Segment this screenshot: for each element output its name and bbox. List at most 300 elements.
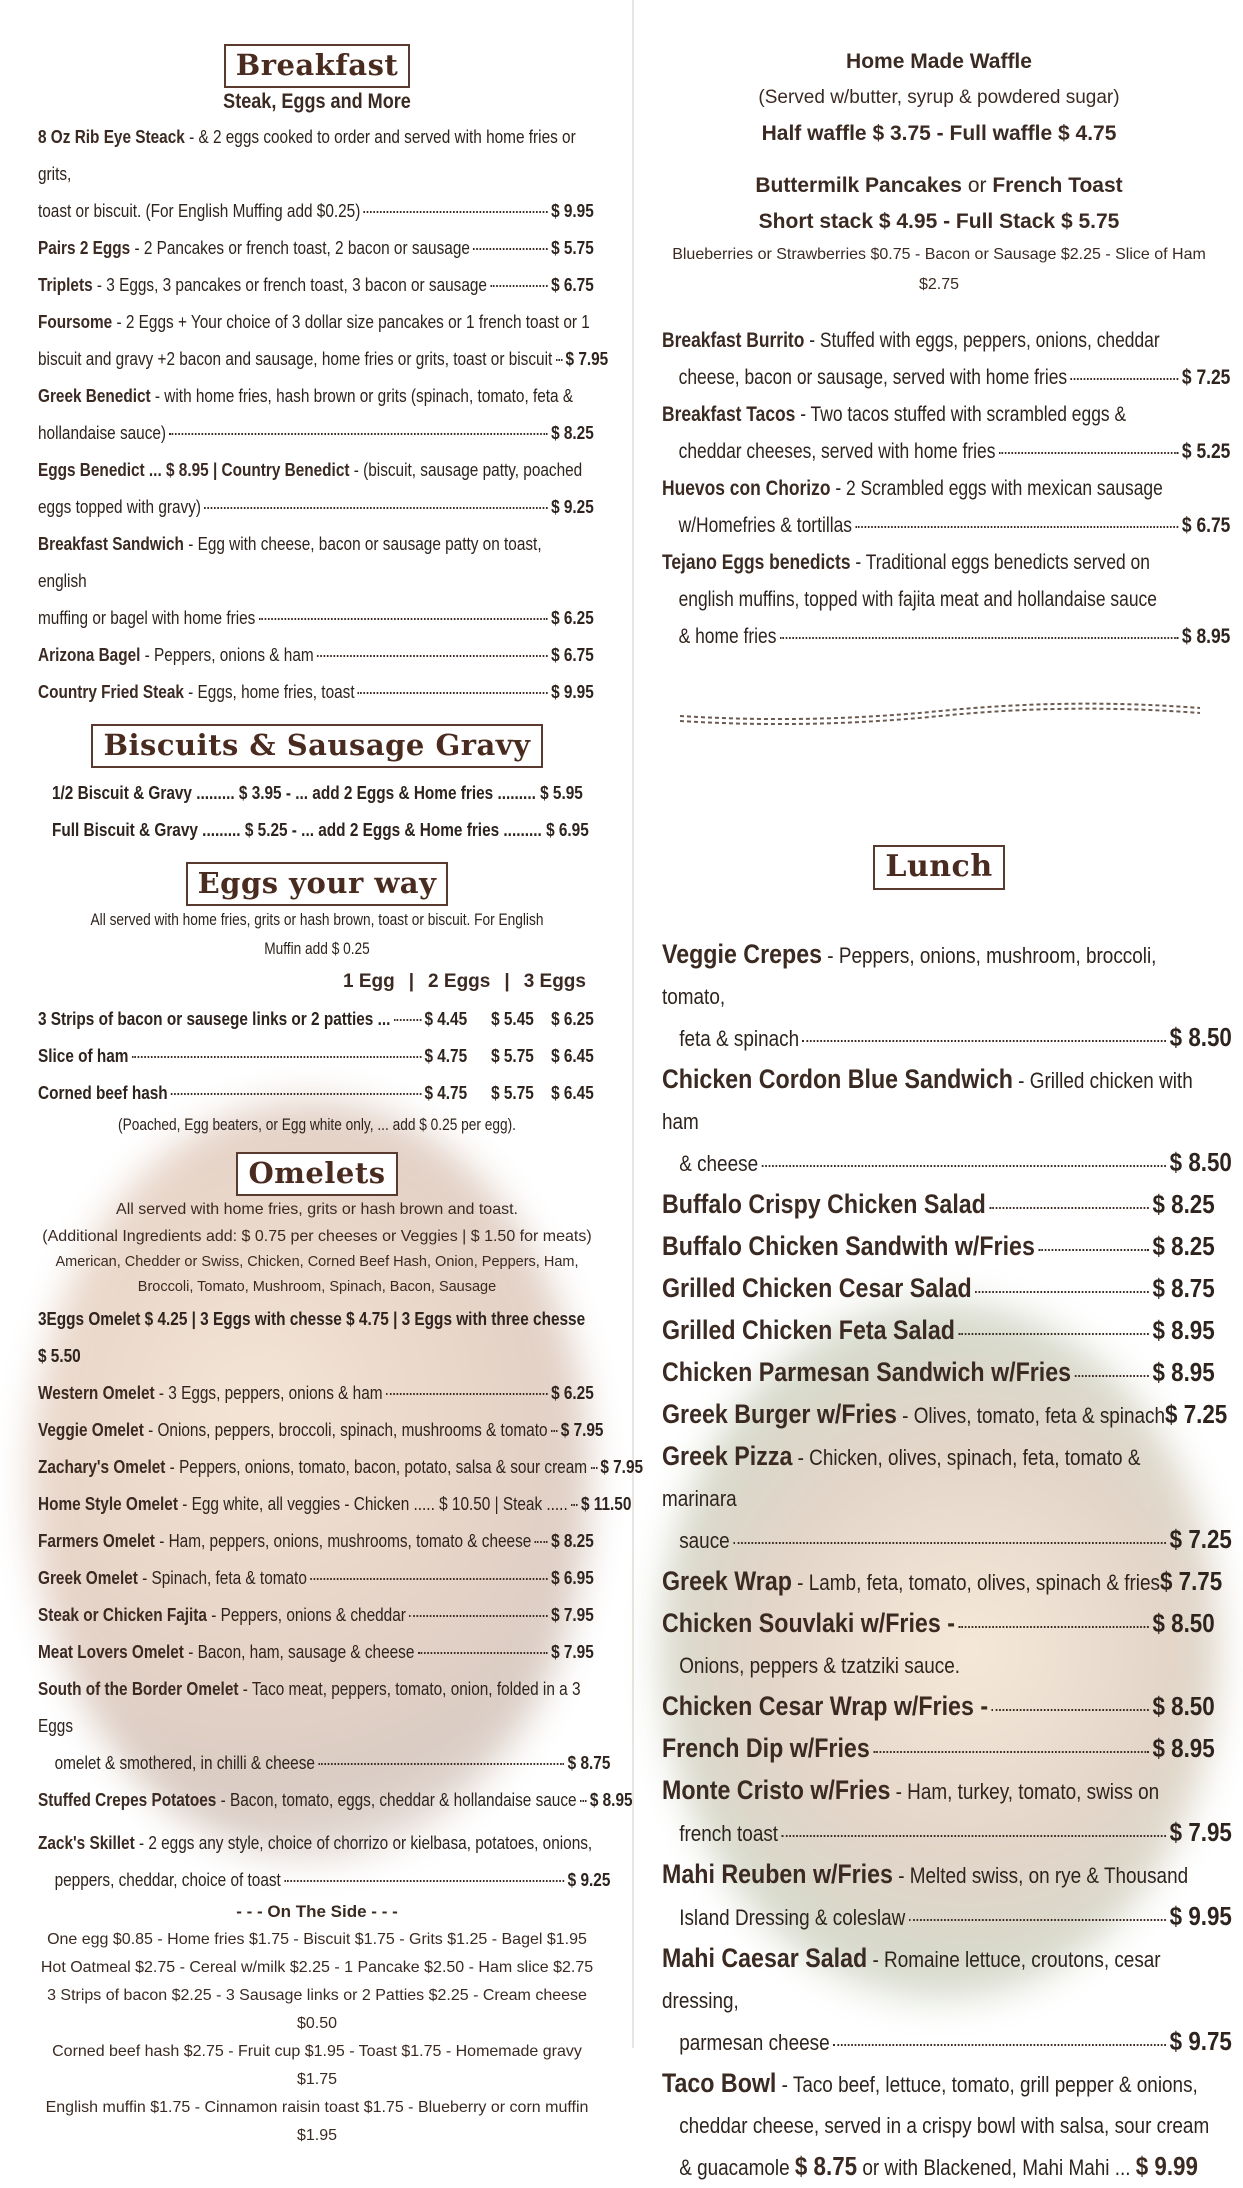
omelets-note2: (Additional Ingredients add: $ 0.75 per cheeses or Veggies | $ 1.50 for meats) (42, 1228, 592, 1245)
breakfast-right-3-line2: english muffins, topped with fajita meat and hollandaise sauce (678, 588, 1157, 611)
taco-bowl-line1 (662, 2063, 1215, 2105)
biscuit-row-1-a: Full Biscuit & Gravy ......... (52, 819, 245, 840)
right-column (662, 44, 1232, 2188)
omelet-item-2-name: Zachary's Omelet (38, 1456, 166, 1477)
breakfast-item-6-line2-price: $ 6.25 (551, 607, 594, 628)
omelet-item-3-text (38, 1485, 568, 1522)
breakfast-right-1-line2-price: $ 5.25 (1181, 440, 1231, 463)
lunch-item-15-line2-text: parmesan cheese (679, 2030, 830, 2055)
omelet-item-3 (38, 1485, 632, 1522)
omelet-item-8-line1 (38, 1670, 594, 1744)
lunch-item-2-leader (989, 1207, 1149, 1209)
omelet-item-8-name: South of the Border Omelet (38, 1678, 239, 1699)
biscuits-rows (38, 774, 596, 848)
pancakes-line (662, 168, 1216, 204)
breakfast-items (38, 118, 609, 710)
taco-bowl-line2: cheddar cheese, served in a crispy bowl with salsa, sour cream (679, 2113, 1210, 2138)
breakfast-item-5-line2-text: eggs topped with gravy) (38, 496, 202, 517)
lunch-item-2-price: $ 8.25 (1152, 1189, 1215, 1219)
lunch-item-14-line2 (662, 1896, 1232, 1938)
breakfast-right-0-line2 (662, 359, 1230, 396)
omelet-item-3-price: $ 11.50 (581, 1493, 632, 1514)
waffle-prices: Half waffle $ 3.75 - Full waffle $ 4.75 (761, 122, 1117, 145)
eggs-note: All served with home fries, grits or hash brown, toast or biscuit. For English Muffin add $ 0.25 (90, 911, 544, 958)
lunch-item-0-line2-text: feta & spinach (679, 1026, 800, 1051)
breakfast-right-0-desc: - Stuffed with eggs, peppers, onions, cheddar (804, 329, 1160, 352)
breakfast-item-4-line2-price: $ 8.25 (551, 422, 594, 443)
breakfast-item-1-desc: - 2 Pancakes or french toast, 2 bacon or sausage (130, 237, 470, 258)
omelet-item-4-price: $ 8.25 (551, 1530, 594, 1551)
eggs-row-1-p3: $ 6.45 (551, 1045, 594, 1066)
omelet-item-1-desc: - Onions, peppers, broccoli, spinach, mushrooms & tomato (143, 1419, 548, 1440)
side-line-1: Hot Oatmeal $2.75 - Cereal w/milk $2.25 - 1 Pancake $2.50 - Ham slice $2.75 (40, 1959, 594, 1976)
skillet-desc: - 2 eggs any style, choice of chorrizo or kielbasa, potatoes, onions, (134, 1832, 593, 1853)
omelet-item-5 (38, 1559, 594, 1596)
lunch-item-5-leader (958, 1333, 1149, 1335)
taco-bowl-desc3a: & guacamole (679, 2155, 795, 2180)
taco-bowl-desc: - Taco beef, lettuce, tomato, grill pepper & onions, (776, 2072, 1198, 2097)
breakfast-right-1-line2 (662, 433, 1230, 470)
breakfast-item-2-price: $ 6.75 (551, 274, 594, 295)
breakfast-item-5-line2 (38, 488, 594, 525)
omelet-item-7-desc: - Bacon, ham, sausage & cheese (183, 1641, 415, 1662)
lunch-item-0-line2-price: $ 8.50 (1169, 1022, 1232, 1052)
lunch-item-10-name: Chicken Souvlaki w/Fries - (662, 1608, 955, 1638)
side-lines (38, 1926, 596, 2150)
omelet-item-1 (38, 1411, 604, 1448)
breakfast-right-items (662, 322, 1231, 655)
lunch-item-10-text (662, 1603, 955, 1645)
lunch-item-7 (662, 1394, 1228, 1436)
lunch-item-5 (662, 1310, 1215, 1352)
breakfast-right-3-desc: - Traditional eggs benedicts served on (855, 551, 1150, 574)
lunch-item-9-price: $ 7.75 (1159, 1566, 1223, 1596)
lunch-item-1-name: Chicken Cordon Blue Sandwich (662, 1064, 1013, 1094)
breakfast-right-2-line1 (662, 470, 1214, 507)
lunch-item-3-leader (1038, 1249, 1149, 1251)
breakfast-item-4-desc: - with home fries, hash brown or grits (spinach, tomato, feta & (150, 385, 574, 406)
eggs-row-1-leader (132, 1056, 421, 1058)
omelet-item-9-name: Stuffed Crepes Potatoes (38, 1789, 217, 1810)
lunch-item-5-name: Grilled Chicken Feta Salad (662, 1315, 955, 1345)
omelets-note1: All served with home fries, grits or hash brown and toast. (116, 1201, 518, 1218)
lunch-item-6-leader (1075, 1375, 1150, 1377)
eggs-col-4: 3 Eggs (523, 971, 586, 992)
lunch-item-1-line2-leader (762, 1165, 1167, 1167)
lunch-item-10-price: $ 8.50 (1152, 1608, 1215, 1638)
pancake-addons: Blueberries or Strawberries $0.75 - Bacon or Sausage $2.25 - Slice of Ham $2.75 (672, 246, 1206, 293)
skillet-item (38, 1824, 611, 1898)
lunch-item-5-text (662, 1310, 955, 1352)
breakfast-item-4-name: Greek Benedict (38, 385, 151, 406)
breakfast-right-0-line1 (662, 322, 1214, 359)
omelet-item-7-name: Meat Lovers Omelet (38, 1641, 184, 1662)
omelet-item-5-desc: - Spinach, feta & tomato (137, 1567, 307, 1588)
omelet-item-4-desc: - Ham, peppers, onions, mushrooms, tomato & cheese (154, 1530, 532, 1551)
omelet-item-3-leader (571, 1504, 578, 1506)
left-column (38, 44, 644, 2150)
lunch-item-12 (662, 1728, 1215, 1770)
omelet-item-2-text (38, 1448, 587, 1485)
lunch-item-8-desc: - Chicken, olives, spinach, feta, tomato & marinara (662, 1445, 1141, 1511)
side-line-4: English muffin $1.75 - Cinnamon raisin toast $1.75 - Blueberry or corn muffin $1.95 (45, 2099, 589, 2144)
taco-bowl-price2: $ 9.99 (1135, 2151, 1198, 2181)
lunch-item-4-price: $ 8.75 (1152, 1273, 1215, 1303)
omelet-item-5-leader (310, 1578, 548, 1580)
lunch-item-8-line2-text: sauce (679, 1528, 730, 1553)
breakfast-item-7-name: Arizona Bagel (38, 644, 141, 665)
biscuit-row-0-ap: $ 3.95 (238, 782, 286, 803)
breakfast-item-2-leader (490, 285, 547, 287)
lunch-item-12-price: $ 8.95 (1152, 1733, 1215, 1763)
waffle-desc: (Served w/butter, syrup & powdered sugar) (758, 87, 1120, 108)
skillet-line2-text: peppers, cheddar, choice of toast (54, 1869, 281, 1890)
eggs-column-headers (38, 964, 596, 1000)
lunch-item-13-line2-text: french toast (679, 1821, 779, 1846)
lunch-item-6 (662, 1352, 1215, 1394)
omelets-note4: Broccoli, Tomato, Mushroom, Spinach, Bacon, Sausage (137, 1279, 497, 1295)
breakfast-item-1-leader (473, 248, 548, 250)
breakfast-right-3-line3 (662, 618, 1230, 655)
lunch-item-4-text (662, 1268, 972, 1310)
skillet-line2-leader (284, 1880, 564, 1882)
omelet-item-6-desc: - Peppers, onions & cheddar (206, 1604, 406, 1625)
lunch-item-15-line1 (662, 1938, 1215, 2021)
biscuit-row-1-ap: $ 5.25 (244, 819, 292, 840)
omelet-item-6-price: $ 7.95 (551, 1604, 594, 1625)
skillet-name: Zack's Skillet (38, 1832, 135, 1853)
omelet-item-5-price: $ 6.95 (551, 1567, 594, 1588)
lunch-item-4-leader (975, 1291, 1149, 1293)
breakfast-item-6-line2 (38, 599, 594, 636)
lunch-item-3 (662, 1226, 1215, 1268)
lunch-item-15-desc: - Romaine lettuce, croutons, cesar dressing, (662, 1947, 1161, 2013)
omelet-item-1-text (38, 1411, 548, 1448)
breakfast-item-0-line2 (38, 192, 594, 229)
breakfast-item-4-line2-text: hollandaise sauce) (38, 422, 167, 443)
breakfast-item-4-line1 (38, 377, 594, 414)
omelet-item-6-leader (409, 1615, 548, 1617)
omelet-item-7 (38, 1633, 594, 1670)
omelet-item-9-text (38, 1781, 577, 1818)
breakfast-item-1-text (38, 229, 470, 266)
skillet-line1 (38, 1824, 594, 1861)
breakfast-right-3-line1 (662, 544, 1214, 581)
omelet-item-0-text (38, 1374, 383, 1411)
lunch-item-12-text (662, 1728, 870, 1770)
lunch-item-9-name: Greek Wrap (662, 1566, 792, 1596)
breakfast-item-4-line2-leader (169, 433, 547, 435)
omelet-item-2-desc: - Peppers, onions, tomato, bacon, potato, salsa & sour cream (165, 1456, 588, 1477)
lunch-item-2-name: Buffalo Crispy Chicken Salad (662, 1189, 986, 1219)
breakfast-item-3-line2-leader (556, 359, 563, 361)
breakfast-item-2 (38, 266, 594, 303)
lunch-item-13-line2-price: $ 7.95 (1169, 1817, 1232, 1847)
lunch-item-11 (662, 1686, 1215, 1728)
lunch-item-6-name: Chicken Parmesan Sandwich w/Fries (662, 1357, 1072, 1387)
breakfast-subtitle: Steak, Eggs and More (223, 90, 411, 113)
skillet-line2 (38, 1861, 610, 1898)
taco-bowl-line3 (662, 2146, 1232, 2188)
breakfast-item-5-line1 (38, 451, 594, 488)
biscuit-row-0 (52, 774, 594, 811)
lunch-item-3-price: $ 8.25 (1152, 1231, 1215, 1261)
breakfast-item-7-text (38, 636, 314, 673)
eggs-row-1-name: Slice of ham (38, 1045, 129, 1066)
waffle-title: Home Made Waffle (846, 50, 1032, 73)
omelet-item-8-line2-leader (318, 1763, 564, 1765)
lunch-item-8-line1 (662, 1436, 1215, 1519)
lunch-item-11-name: Chicken Cesar Wrap w/Fries - (662, 1691, 989, 1721)
side-title: - - - On The Side - - - (236, 1902, 398, 1921)
breakfast-item-2-name: Triplets (38, 274, 93, 295)
breakfast-item-6-line1 (38, 525, 594, 599)
breakfast-item-8-name: Country Fried Steak (38, 681, 184, 702)
taco-bowl-name: Taco Bowl (662, 2068, 777, 2098)
omelet-item-6-text (38, 1596, 406, 1633)
omelet-item-8-line2-price: $ 8.75 (567, 1752, 611, 1773)
breakfast-item-8-price: $ 9.95 (551, 681, 594, 702)
lunch-items (662, 934, 1232, 2188)
omelet-item-9-price: $ 8.95 (589, 1789, 633, 1810)
breakfast-item-5-name: Eggs Benedict ... $ 8.95 | Country Benedict (38, 459, 350, 480)
breakfast-right-2-line2-price: $ 6.75 (1181, 514, 1231, 537)
omelet-item-4-text (38, 1522, 531, 1559)
eggs-row-2-leader (171, 1093, 421, 1095)
lunch-item-1-line1 (662, 1059, 1215, 1142)
pancakes-or: or (967, 174, 987, 197)
breakfast-item-7-price: $ 6.75 (551, 644, 594, 665)
omelet-item-4-leader (535, 1541, 548, 1543)
omelet-item-9-desc: - Bacon, tomato, eggs, cheddar & hollandaise sauce (216, 1789, 577, 1810)
lunch-item-15-name: Mahi Caesar Salad (662, 1943, 868, 1973)
omelet-item-8-desc: - Taco meat, peppers, tomato, onion, folded in a 3 Eggs (38, 1678, 581, 1736)
eggs-row-0-p3: $ 6.25 (551, 1008, 594, 1029)
breakfast-right-2-name: Huevos con Chorizo (662, 477, 831, 500)
eggs-col-3: | (504, 971, 510, 992)
lunch-item-3-text (662, 1226, 1035, 1268)
breakfast-right-3-name: Tejano Eggs benedicts (662, 551, 856, 574)
breakfast-item-6-line2-leader (259, 618, 548, 620)
breakfast-item-8-leader (358, 692, 548, 694)
omelet-item-2-price: $ 7.95 (600, 1456, 644, 1477)
omelet-items (38, 1374, 644, 1818)
lunch-item-8-line2 (662, 1519, 1232, 1561)
breakfast-item-8-text (38, 673, 355, 710)
lunch-item-2-text (662, 1184, 986, 1226)
lunch-item-10 (662, 1603, 1215, 1645)
lunch-item-15-line2 (662, 2021, 1232, 2063)
breakfast-right-1-line2-text: cheddar cheeses, served with home fries (678, 440, 996, 463)
biscuit-row-0-bp: $ 5.95 (540, 782, 583, 803)
lunch-item-13-line2 (662, 1812, 1232, 1854)
lunch-item-12-leader (873, 1751, 1149, 1753)
breakfast-item-1-price: $ 5.75 (551, 237, 594, 258)
lunch-item-14-name: Mahi Reuben w/Fries (662, 1859, 893, 1889)
lunch-title: Lunch (873, 845, 1004, 890)
lunch-item-15-line2-leader (833, 2044, 1166, 2046)
eggs-row-1-p2: $ 5.75 (491, 1045, 534, 1066)
lunch-item-14-desc: - Melted swiss, on rye & Thousand (892, 1863, 1189, 1888)
lunch-item-7-text (662, 1394, 1165, 1436)
omelet-item-5-text (38, 1559, 307, 1596)
eggs-col-2: 2 Eggs (428, 971, 491, 992)
eggs-row-2-p2: $ 5.75 (491, 1082, 534, 1103)
breakfast-right-2-line2-text: w/Homefries & tortillas (678, 514, 852, 537)
breakfast-right-0-line2-price: $ 7.25 (1181, 366, 1231, 389)
lunch-item-13-line1 (662, 1770, 1215, 1812)
breakfast-item-7-leader (317, 655, 548, 657)
breakfast-right-1-desc: - Two tacos stuffed with scrambled eggs & (795, 403, 1127, 426)
eggs-row-2 (38, 1074, 594, 1111)
omelet-item-0-desc: - 3 Eggs, peppers, onions & ham (154, 1382, 383, 1403)
breakfast-item-3-name: Foursome (38, 311, 113, 332)
omelets-line1: 3Eggs Omelet $ 4.25 | 3 Eggs with chesse $ 4.75 | 3 Eggs with three chesse $ 5.50 (38, 1308, 586, 1366)
breakfast-item-6-line2-text: muffing or bagel with home fries (38, 607, 256, 628)
eggs-row-0-p2: $ 5.45 (491, 1008, 534, 1029)
breakfast-item-2-text (38, 266, 487, 303)
breakfast-right-1-name: Breakfast Tacos (662, 403, 796, 426)
lunch-item-0-name: Veggie Crepes (662, 939, 823, 969)
eggs-footnote: (Poached, Egg beaters, or Egg white only, ... add $ 0.25 per egg). (118, 1116, 516, 1134)
omelets-title: Omelets (236, 1152, 397, 1196)
omelet-item-2 (38, 1448, 644, 1485)
eggs-row-2-p3: $ 6.45 (551, 1082, 594, 1103)
breakfast-item-0-name: 8 Oz Rib Eye Steack (38, 126, 185, 147)
breakfast-right-3-line3-price: $ 8.95 (1181, 625, 1231, 648)
omelet-item-0 (38, 1374, 594, 1411)
omelet-item-9-leader (580, 1800, 587, 1802)
omelet-item-8-line2-text: omelet & smothered, in chilli & cheese (54, 1752, 315, 1773)
omelet-item-7-text (38, 1633, 414, 1670)
lunch-item-12-name: French Dip w/Fries (662, 1733, 870, 1763)
lunch-item-7-desc: - Olives, tomato, feta & spinach (896, 1403, 1166, 1428)
lunch-item-1-line2 (662, 1142, 1232, 1184)
omelet-item-5-name: Greek Omelet (38, 1567, 138, 1588)
lunch-item-13-desc: - Ham, turkey, tomato, swiss on (890, 1779, 1160, 1804)
biscuit-row-1-b: - ... add 2 Eggs & Home fries ......... (291, 819, 547, 840)
breakfast-item-1-name: Pairs 2 Eggs (38, 237, 131, 258)
lunch-item-14-line2-text: Island Dressing & coleslaw (679, 1905, 906, 1930)
breakfast-right-2-desc: - 2 Scrambled eggs with mexican sausage (830, 477, 1163, 500)
french-toast-label: French Toast (992, 174, 1123, 197)
lunch-item-14-line2-leader (909, 1919, 1167, 1921)
breakfast-right-0-line2-text: cheese, bacon or sausage, served with home fries (678, 366, 1068, 389)
eggs-row-0-name: 3 Strips of bacon or sausege links or 2 patties ... (38, 1008, 391, 1029)
biscuits-title: Biscuits & Sausage Gravy (91, 724, 542, 768)
breakfast-title: Breakfast (224, 44, 411, 88)
omelet-item-7-price: $ 7.95 (551, 1641, 594, 1662)
lunch-item-9-desc: - Lamb, feta, tomato, olives, spinach & fries (791, 1570, 1160, 1595)
lunch-item-11-text (662, 1686, 988, 1728)
breakfast-item-8-desc: - Eggs, home fries, toast (183, 681, 355, 702)
breakfast-right-1-line2-leader (999, 452, 1179, 454)
omelet-item-0-leader (386, 1393, 548, 1395)
lunch-item-1-line2-text: & cheese (679, 1151, 759, 1176)
breakfast-item-4-line2 (38, 414, 594, 451)
eggs-rows (38, 1000, 596, 1111)
lunch-item-1-desc: - Grilled chicken with ham (662, 1068, 1193, 1134)
eggs-row-0-p1: $ 4.45 (424, 1008, 468, 1029)
breakfast-item-7-desc: - Peppers, onions & ham (140, 644, 314, 665)
side-line-0: One egg $0.85 - Home fries $1.75 - Biscuit $1.75 - Grits $1.25 - Bagel $1.95 (47, 1931, 587, 1948)
breakfast-right-0-line2-leader (1070, 378, 1178, 380)
lunch-item-13-line2-leader (781, 1835, 1166, 1837)
lunch-item-11-leader (992, 1709, 1150, 1711)
eggs-row-1-p1: $ 4.75 (424, 1045, 468, 1066)
column-divider (632, 0, 634, 2048)
lunch-item-15-line2-price: $ 9.75 (1169, 2026, 1232, 2056)
lunch-item-4-name: Grilled Chicken Cesar Salad (662, 1273, 972, 1303)
eggs-col-0: 1 Egg (342, 971, 395, 992)
breakfast-item-8 (38, 673, 594, 710)
lunch-item-8-line2-price: $ 7.25 (1169, 1524, 1232, 1554)
lunch-item-4 (662, 1268, 1215, 1310)
breakfast-item-3-line2-price: $ 7.95 (565, 348, 609, 369)
lunch-item-10-after: Onions, peppers & tzatziki sauce. (679, 1653, 960, 1678)
breakfast-item-3-line1 (38, 303, 594, 340)
biscuit-row-0-b: - ... add 2 Eggs & Home fries ......... (285, 782, 541, 803)
eggs-row-0 (38, 1000, 594, 1037)
omelet-item-4 (38, 1522, 594, 1559)
lunch-item-10-leader (958, 1626, 1149, 1628)
omelet-item-1-leader (551, 1430, 558, 1432)
breakfast-item-3-desc: - 2 Eggs + Your choice of 3 dollar size pancakes or 1 french toast or 1 (112, 311, 590, 332)
side-line-3: Corned beef hash $2.75 - Fruit cup $1.95 - Toast $1.75 - Homemade gravy $1.75 (52, 2043, 582, 2088)
omelet-item-4-name: Farmers Omelet (38, 1530, 155, 1551)
lunch-item-5-price: $ 8.95 (1152, 1315, 1215, 1345)
lunch-item-7-name: Greek Burger w/Fries (662, 1399, 897, 1429)
breakfast-item-0-line2-text: toast or biscuit. (For English Muffing add $0.25) (38, 200, 361, 221)
eggs-col-1: | (408, 971, 415, 992)
lunch-item-11-price: $ 8.50 (1152, 1691, 1215, 1721)
omelet-item-8-line2 (38, 1744, 610, 1781)
taco-bowl-or: or (857, 2155, 885, 2180)
omelet-item-3-name: Home Style Omelet (38, 1493, 178, 1514)
lunch-item-14-line1 (662, 1854, 1215, 1896)
biscuit-row-1 (52, 811, 594, 848)
breakfast-right-1-line1 (662, 396, 1214, 433)
eggs-row-1 (38, 1037, 594, 1074)
wave-divider (680, 696, 1200, 726)
breakfast-item-1 (38, 229, 594, 266)
skillet-line2-price: $ 9.25 (567, 1869, 611, 1890)
lunch-item-8-line2-leader (733, 1542, 1166, 1544)
breakfast-item-0-line2-leader (364, 211, 548, 213)
omelet-item-2-leader (590, 1467, 597, 1469)
lunch-item-14-line2-price: $ 9.95 (1169, 1901, 1232, 1931)
eggs-row-2-p1: $ 4.75 (424, 1082, 468, 1103)
pancake-prices: Short stack $ 4.95 - Full Stack $ 5.75 (758, 210, 1120, 233)
breakfast-item-3-line2 (38, 340, 609, 377)
biscuit-row-1-bp: $ 6.95 (546, 819, 589, 840)
lunch-item-0-line2 (662, 1017, 1232, 1059)
taco-bowl-price1: $ 8.75 (794, 2151, 858, 2181)
breakfast-right-2-line2-leader (855, 526, 1178, 528)
breakfast-item-2-desc: - 3 Eggs, 3 pancakes or french toast, 3 bacon or sausage (92, 274, 487, 295)
lunch-item-8-name: Greek Pizza (662, 1441, 793, 1471)
breakfast-item-0-line2-price: $ 9.95 (551, 200, 594, 221)
lunch-item-2 (662, 1184, 1215, 1226)
taco-bowl-desc3b: with Blackened, Mahi Mahi ... (884, 2155, 1136, 2180)
eggs-row-0-leader (394, 1019, 421, 1021)
lunch-item-0-desc: - Peppers, onions, mushroom, broccoli, tomato, (662, 943, 1157, 1009)
lunch-item-6-text (662, 1352, 1071, 1394)
breakfast-right-0-name: Breakfast Burrito (662, 329, 805, 352)
breakfast-item-0-line1 (38, 118, 594, 192)
lunch-item-13-name: Monte Cristo w/Fries (662, 1775, 891, 1805)
breakfast-item-0-desc: - & 2 eggs cooked to order and served with home fries or grits, (38, 126, 576, 184)
